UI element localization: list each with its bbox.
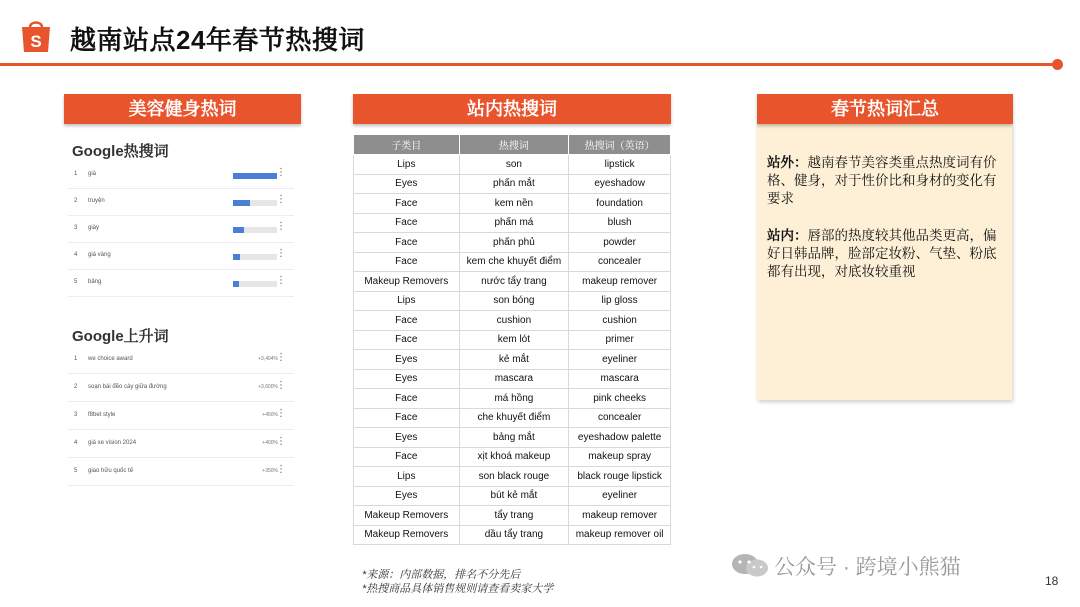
cell-subcategory: Face bbox=[354, 194, 460, 214]
cell-keyword: cushion bbox=[459, 311, 569, 331]
search-term: bảng bbox=[88, 279, 102, 285]
rise-percent: +450% bbox=[262, 412, 278, 418]
cell-subcategory: Lips bbox=[354, 467, 460, 487]
cell-keyword: phấn phủ bbox=[459, 233, 569, 253]
google-hot-title: Google热搜词 bbox=[72, 143, 169, 160]
cell-subcategory: Eyes bbox=[354, 428, 460, 448]
cell-subcategory: Face bbox=[354, 311, 460, 331]
summary-onsite-text: 唇部的热度较其他品类更高，偏好日韩品牌，脸部定妆粉、气垫、粉底都有出现，对底妆较重视 bbox=[767, 228, 997, 279]
cell-subcategory: Face bbox=[354, 408, 460, 428]
cell-keyword: phấn má bbox=[459, 213, 569, 233]
rank-number: 1 bbox=[74, 356, 78, 362]
cell-subcategory: Face bbox=[354, 233, 460, 253]
search-term: giá vàng bbox=[88, 252, 111, 258]
table-row bbox=[354, 155, 671, 175]
table-row bbox=[354, 291, 671, 311]
more-options-icon[interactable]: ⋮ bbox=[276, 248, 286, 259]
interest-bar-track bbox=[233, 227, 277, 233]
rank-number: 5 bbox=[74, 468, 78, 474]
header-divider-dot bbox=[1052, 59, 1063, 70]
beauty-fitness-header: 美容健身热词 bbox=[64, 94, 301, 124]
svg-text:S: S bbox=[30, 32, 42, 51]
cell-keyword: nước tẩy trang bbox=[459, 272, 569, 292]
cell-keyword-en: makeup remover bbox=[569, 272, 671, 292]
wechat-icon bbox=[730, 552, 770, 578]
cell-subcategory: Face bbox=[354, 252, 460, 272]
rise-percent: +3,404% bbox=[258, 356, 278, 362]
more-options-icon[interactable]: ⋮ bbox=[276, 275, 286, 286]
search-term: f8bet style bbox=[88, 412, 116, 418]
cell-keyword-en: makeup remover oil bbox=[569, 525, 671, 545]
interest-bar bbox=[233, 173, 277, 179]
rank-number: 5 bbox=[74, 279, 78, 285]
col-header-keyword: 热搜词 bbox=[459, 135, 569, 155]
more-options-icon[interactable]: ⋮ bbox=[276, 436, 286, 447]
google-hot-row bbox=[68, 270, 294, 297]
cell-keyword: son bbox=[459, 155, 569, 175]
cell-keyword-en: concealer bbox=[569, 408, 671, 428]
cell-subcategory: Face bbox=[354, 330, 460, 350]
more-options-icon[interactable]: ⋮ bbox=[276, 221, 286, 232]
cell-keyword-en: eyeshadow bbox=[569, 174, 671, 194]
cell-subcategory: Makeup Removers bbox=[354, 506, 460, 526]
source-note bbox=[362, 568, 553, 596]
google-rising-row bbox=[68, 403, 294, 430]
rank-number: 3 bbox=[74, 225, 78, 231]
table-row bbox=[354, 213, 671, 233]
cell-keyword-en: pink cheeks bbox=[569, 389, 671, 409]
more-options-icon[interactable]: ⋮ bbox=[276, 408, 286, 419]
more-options-icon[interactable]: ⋮ bbox=[276, 380, 286, 391]
google-hot-row bbox=[68, 243, 294, 270]
search-term: giá bbox=[88, 171, 97, 177]
cell-subcategory: Eyes bbox=[354, 369, 460, 389]
spring-festival-summary-header: 春节热词汇总 bbox=[757, 94, 1013, 124]
cell-keyword-en: mascara bbox=[569, 369, 671, 389]
cell-keyword-en: powder bbox=[569, 233, 671, 253]
cell-subcategory: Makeup Removers bbox=[354, 525, 460, 545]
table-row bbox=[354, 428, 671, 448]
cell-keyword-en: cushion bbox=[569, 311, 671, 331]
search-term: giao hữu quốc tế bbox=[88, 468, 134, 474]
google-rising-title: Google上升词 bbox=[72, 328, 169, 345]
table-row bbox=[354, 525, 671, 545]
cell-keyword: che khuyết điểm bbox=[459, 408, 569, 428]
google-rising-row bbox=[68, 459, 294, 486]
summary-offsite-label: 站外： bbox=[767, 155, 808, 170]
table-row bbox=[354, 408, 671, 428]
summary-offsite bbox=[767, 154, 1007, 208]
cell-keyword-en: blush bbox=[569, 213, 671, 233]
interest-bar bbox=[233, 200, 250, 206]
rank-number: 2 bbox=[74, 198, 78, 204]
google-hot-row bbox=[68, 216, 294, 243]
cell-subcategory: Eyes bbox=[354, 174, 460, 194]
cell-subcategory: Lips bbox=[354, 291, 460, 311]
table-row bbox=[354, 174, 671, 194]
cell-keyword: phấn mắt bbox=[459, 174, 569, 194]
cell-keyword: dầu tẩy trang bbox=[459, 525, 569, 545]
cell-keyword-en: primer bbox=[569, 330, 671, 350]
cell-keyword: kem che khuyết điểm bbox=[459, 252, 569, 272]
cell-keyword: má hồng bbox=[459, 389, 569, 409]
cell-keyword: kem nền bbox=[459, 194, 569, 214]
table-row bbox=[354, 369, 671, 389]
cell-keyword: son black rouge bbox=[459, 467, 569, 487]
brand-text: 公众号 · 跨境小熊猫 bbox=[774, 556, 961, 579]
google-rising-row bbox=[68, 375, 294, 402]
rank-number: 1 bbox=[74, 171, 78, 177]
cell-keyword-en: lipstick bbox=[569, 155, 671, 175]
cell-keyword-en: makeup remover bbox=[569, 506, 671, 526]
hot-keywords-table bbox=[353, 134, 671, 545]
source-note-2: *热搜商品具体销售规则请查看卖家大学 bbox=[362, 583, 554, 595]
cell-subcategory: Face bbox=[354, 389, 460, 409]
more-options-icon[interactable]: ⋮ bbox=[276, 464, 286, 475]
cell-keyword-en: concealer bbox=[569, 252, 671, 272]
cell-keyword-en: eyeliner bbox=[569, 350, 671, 370]
interest-bar-track bbox=[233, 281, 277, 287]
cell-subcategory: Face bbox=[354, 213, 460, 233]
rise-percent: +350% bbox=[262, 468, 278, 474]
google-rising-row bbox=[68, 431, 294, 458]
rise-percent: +400% bbox=[262, 440, 278, 446]
rank-number: 4 bbox=[74, 252, 78, 258]
page-number: 18 bbox=[1045, 574, 1059, 588]
search-term: soạn bài đẽo cày giữa đường bbox=[88, 384, 167, 390]
cell-keyword: kem lót bbox=[459, 330, 569, 350]
table-row bbox=[354, 486, 671, 506]
summary-onsite bbox=[767, 227, 1007, 281]
cell-subcategory: Eyes bbox=[354, 486, 460, 506]
cell-keyword-en: black rouge lipstick bbox=[569, 467, 671, 487]
table-row bbox=[354, 330, 671, 350]
cell-subcategory: Lips bbox=[354, 155, 460, 175]
shopee-logo-icon bbox=[19, 18, 53, 54]
interest-bar-track bbox=[233, 200, 277, 206]
search-term: giá xe vision 2024 bbox=[88, 440, 137, 446]
table-row bbox=[354, 311, 671, 331]
cell-subcategory: Face bbox=[354, 447, 460, 467]
interest-bar bbox=[233, 254, 240, 260]
interest-bar-track bbox=[233, 173, 277, 179]
rank-number: 4 bbox=[74, 440, 78, 446]
summary-onsite-label: 站内： bbox=[767, 228, 808, 243]
table-row bbox=[354, 194, 671, 214]
cell-keyword-en: eyeliner bbox=[569, 486, 671, 506]
cell-keyword: son bóng bbox=[459, 291, 569, 311]
rank-number: 3 bbox=[74, 412, 78, 418]
cell-keyword: kẻ mắt bbox=[459, 350, 569, 370]
more-options-icon[interactable]: ⋮ bbox=[276, 167, 286, 178]
in-site-hot-header: 站内热搜词 bbox=[353, 94, 671, 124]
table-row bbox=[354, 506, 671, 526]
table-header-row bbox=[354, 135, 671, 155]
cell-subcategory: Eyes bbox=[354, 350, 460, 370]
table-row bbox=[354, 389, 671, 409]
page-title: 越南站点24年春节热搜词 bbox=[70, 25, 365, 55]
cell-keyword: mascara bbox=[459, 369, 569, 389]
cell-keyword-en: eyeshadow palette bbox=[569, 428, 671, 448]
google-hot-row bbox=[68, 189, 294, 216]
cell-keyword-en: makeup spray bbox=[569, 447, 671, 467]
cell-keyword: xịt khoá makeup bbox=[459, 447, 569, 467]
cell-keyword-en: lip gloss bbox=[569, 291, 671, 311]
header-divider bbox=[0, 63, 1052, 66]
interest-bar bbox=[233, 227, 244, 233]
cell-keyword-en: foundation bbox=[569, 194, 671, 214]
rise-percent: +3,600% bbox=[258, 384, 278, 390]
search-term: truyện bbox=[88, 198, 105, 204]
col-header-subcategory: 子类目 bbox=[354, 135, 460, 155]
table-row bbox=[354, 467, 671, 487]
google-hot-row bbox=[68, 162, 294, 189]
google-rising-row bbox=[68, 347, 294, 374]
search-term: giày bbox=[88, 225, 100, 231]
summary-offsite-text: 越南春节美容类重点热度词有价格、健身，对于性价比和身材的变化有要求 bbox=[767, 155, 997, 206]
table-row bbox=[354, 447, 671, 467]
interest-bar-track bbox=[233, 254, 277, 260]
more-options-icon[interactable]: ⋮ bbox=[276, 352, 286, 363]
source-note-1: *来源：内部数据，排名不分先后 bbox=[362, 569, 521, 581]
table-row bbox=[354, 252, 671, 272]
cell-keyword: bảng mắt bbox=[459, 428, 569, 448]
rank-number: 2 bbox=[74, 384, 78, 390]
table-row bbox=[354, 272, 671, 292]
cell-subcategory: Makeup Removers bbox=[354, 272, 460, 292]
cell-keyword: bút kẻ mắt bbox=[459, 486, 569, 506]
more-options-icon[interactable]: ⋮ bbox=[276, 194, 286, 205]
search-term: we choice award bbox=[88, 356, 133, 362]
table-row bbox=[354, 233, 671, 253]
cell-keyword: tẩy trang bbox=[459, 506, 569, 526]
table-row bbox=[354, 350, 671, 370]
col-header-keyword-en: 热搜词（英语） bbox=[569, 135, 671, 155]
interest-bar bbox=[233, 281, 239, 287]
